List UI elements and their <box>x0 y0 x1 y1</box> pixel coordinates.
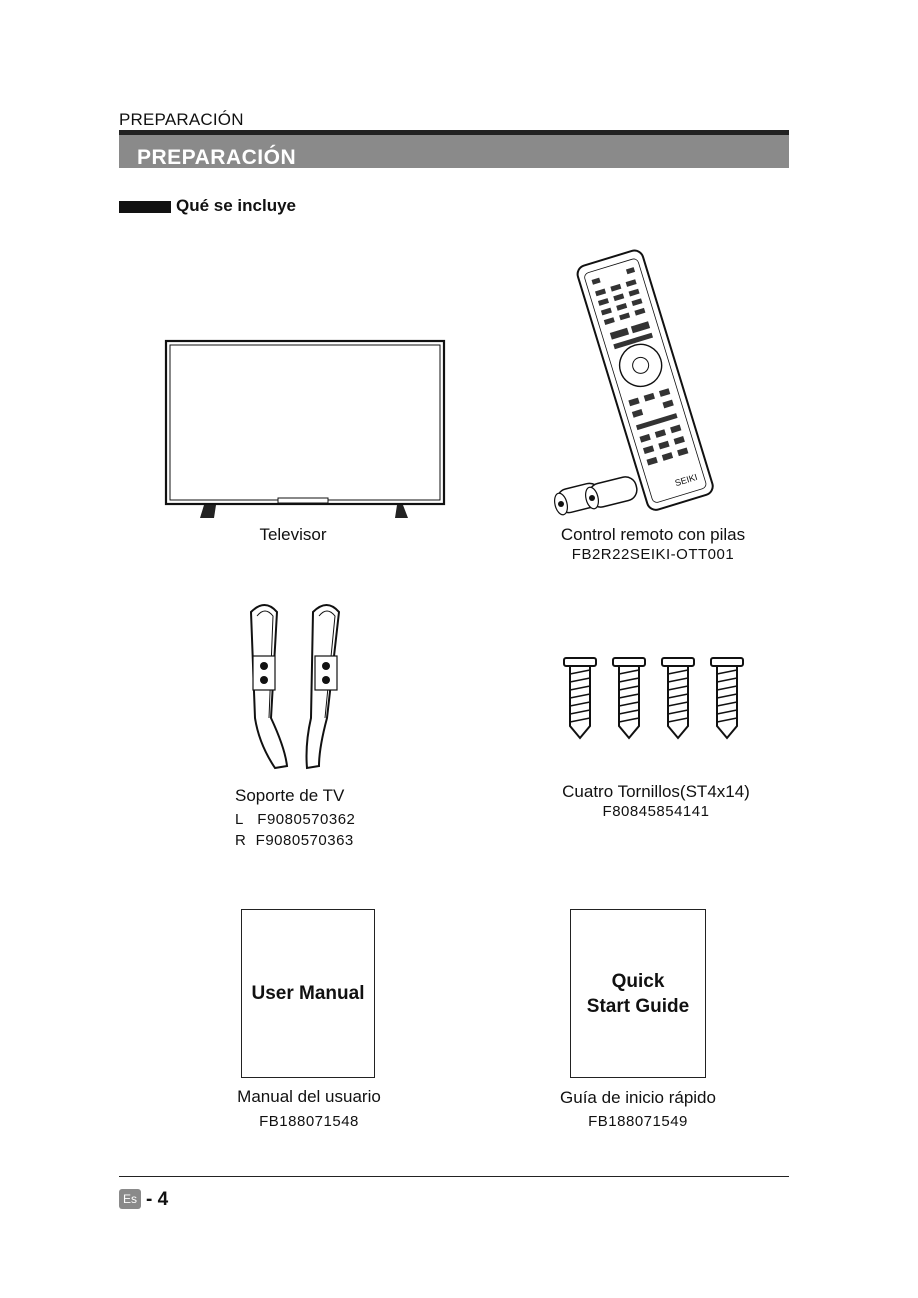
user-manual-caption: Manual del usuario <box>237 1087 381 1106</box>
running-head: PREPARACIÓN <box>119 110 244 129</box>
quick-start-cover-line2: Start Guide <box>586 995 690 1017</box>
section-heading: Qué se incluye <box>176 196 296 215</box>
stand-right-code: R F9080570363 <box>235 832 354 849</box>
page-number: - 4 <box>146 1189 169 1210</box>
page-title: PREPARACIÓN <box>137 146 297 169</box>
battery-icon <box>553 475 640 517</box>
section-marker <box>119 201 171 213</box>
footer-rule <box>119 1176 789 1177</box>
screws-illustration <box>560 658 750 743</box>
quick-start-cover <box>570 909 706 1078</box>
user-manual-cover <box>241 909 375 1078</box>
user-manual-part-number: FB188071548 <box>259 1113 359 1130</box>
remote-brand-text: SEIKI <box>673 471 699 489</box>
quick-start-cover-line1: Quick <box>611 970 665 992</box>
remote-part-number: FB2R22SEIKI-OTT001 <box>571 546 735 563</box>
stand-right <box>307 605 340 768</box>
screws-caption: Cuatro Tornillos(ST4x14) <box>562 782 750 801</box>
screw-icon <box>564 658 596 738</box>
stand-left-code: L F9080570362 <box>235 811 356 828</box>
stand-caption: Soporte de TV <box>235 786 345 805</box>
stand-illustration <box>235 598 355 773</box>
screw-icon <box>711 658 743 738</box>
quick-start-part-number: FB188071549 <box>588 1113 688 1130</box>
tv-caption: Televisor <box>259 525 327 544</box>
stand-left <box>251 605 287 768</box>
user-manual-cover-text: User Manual <box>251 983 365 1004</box>
remote-caption: Control remoto con pilas <box>560 525 746 544</box>
quick-start-caption: Guía de inicio rápido <box>560 1088 716 1107</box>
tv-illustration <box>160 335 450 525</box>
screw-icon <box>662 658 694 738</box>
screws-part-number: F80845854141 <box>602 803 710 820</box>
section-title-bar <box>119 135 789 168</box>
screw-icon <box>613 658 645 738</box>
language-badge: Es <box>119 1189 141 1209</box>
remote-illustration <box>545 248 725 523</box>
